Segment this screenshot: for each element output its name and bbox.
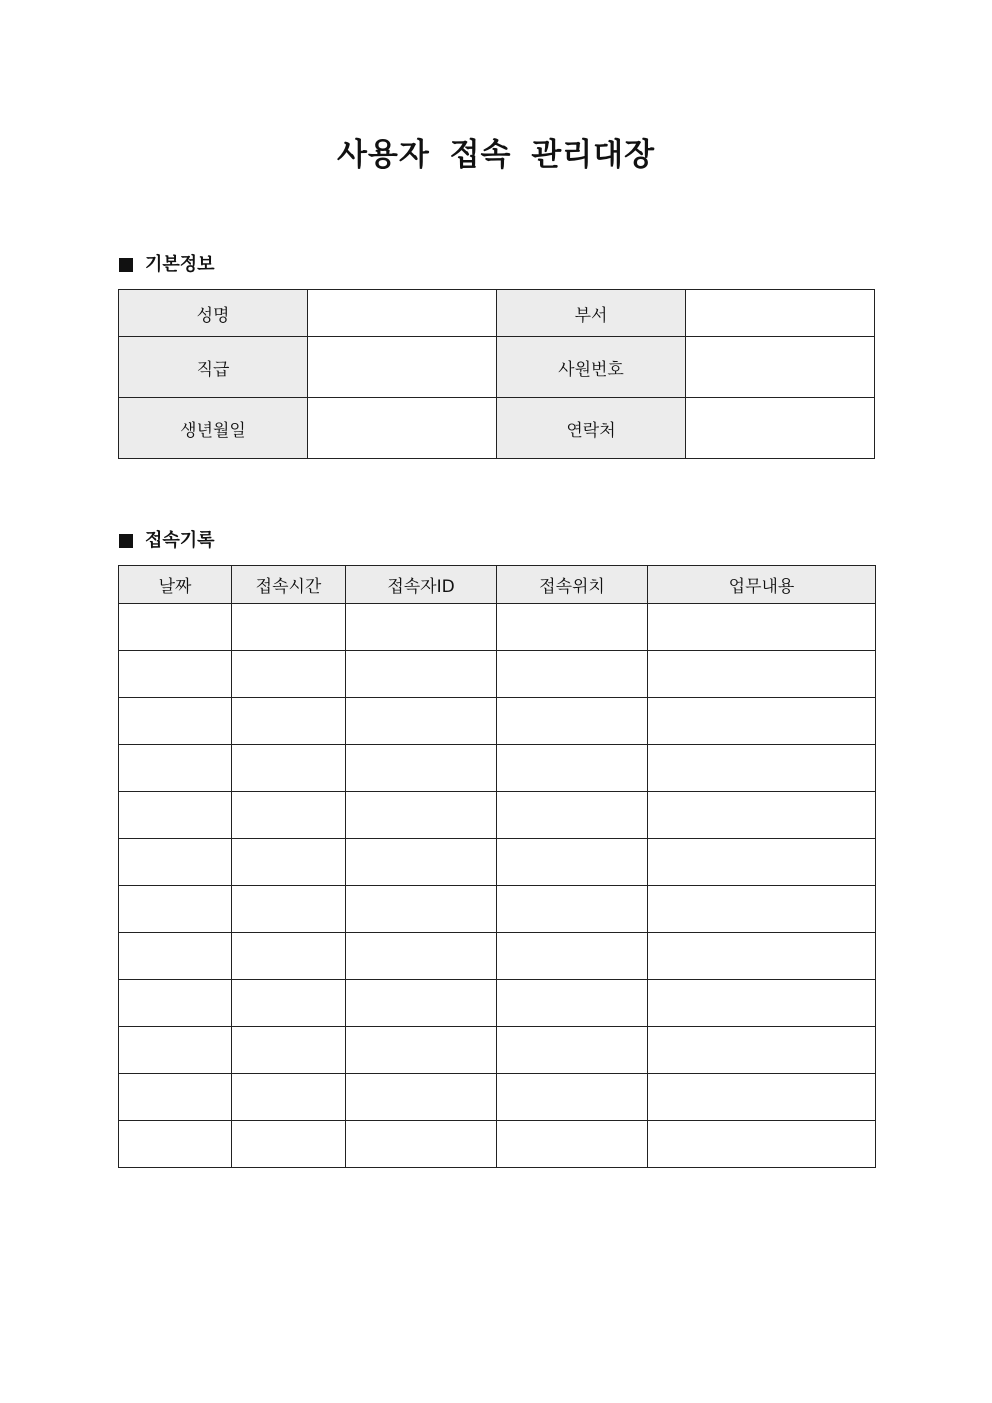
work-content-cell[interactable] (648, 1027, 876, 1074)
user-id-cell[interactable] (346, 792, 497, 839)
user-id-cell[interactable] (346, 745, 497, 792)
table-row (119, 886, 876, 933)
access-time-cell[interactable] (232, 839, 346, 886)
table-row (119, 839, 876, 886)
access-location-cell[interactable] (497, 651, 648, 698)
table-row (119, 792, 876, 839)
access-time-cell[interactable] (232, 651, 346, 698)
table-row (119, 980, 876, 1027)
work-content-cell[interactable] (648, 1121, 876, 1168)
access-time-cell[interactable] (232, 745, 346, 792)
access-location-cell[interactable] (497, 698, 648, 745)
date-cell[interactable] (119, 604, 232, 651)
access-time-cell[interactable] (232, 886, 346, 933)
work-content-cell[interactable] (648, 839, 876, 886)
access-log-table (118, 565, 876, 1168)
user-id-cell[interactable] (346, 604, 497, 651)
square-bullet-icon (119, 534, 133, 548)
column-header-work-content: 업무내용 (648, 566, 876, 604)
table-row (119, 604, 876, 651)
column-header-user-id: 접속자ID (346, 566, 497, 604)
user-id-cell[interactable] (346, 839, 497, 886)
work-content-cell[interactable] (648, 745, 876, 792)
column-header-access-time: 접속시간 (232, 566, 346, 604)
work-content-cell[interactable] (648, 698, 876, 745)
access-location-cell[interactable] (497, 792, 648, 839)
access-time-cell[interactable] (232, 1027, 346, 1074)
user-id-cell[interactable] (346, 1121, 497, 1168)
name-field[interactable] (308, 290, 497, 337)
work-content-cell[interactable] (648, 933, 876, 980)
column-header-date: 날짜 (119, 566, 232, 604)
date-cell[interactable] (119, 1074, 232, 1121)
access-location-cell[interactable] (497, 933, 648, 980)
user-id-cell[interactable] (346, 698, 497, 745)
work-content-cell[interactable] (648, 886, 876, 933)
contact-field[interactable] (686, 398, 875, 459)
department-field[interactable] (686, 290, 875, 337)
user-id-cell[interactable] (346, 651, 497, 698)
date-cell[interactable] (119, 698, 232, 745)
access-location-cell[interactable] (497, 1121, 648, 1168)
user-id-cell[interactable] (346, 933, 497, 980)
name-label: 성명 (119, 290, 308, 337)
access-time-cell[interactable] (232, 933, 346, 980)
work-content-cell[interactable] (648, 604, 876, 651)
info-row-position (119, 337, 875, 398)
page-title: 사용자 접속 관리대장 (336, 137, 656, 173)
access-location-cell[interactable] (497, 839, 648, 886)
access-location-cell[interactable] (497, 745, 648, 792)
basic-info-heading-text: 기본정보 (145, 254, 215, 275)
date-cell[interactable] (119, 745, 232, 792)
user-id-cell[interactable] (346, 1074, 497, 1121)
table-row (119, 1121, 876, 1168)
table-row (119, 933, 876, 980)
work-content-cell[interactable] (648, 980, 876, 1027)
department-label: 부서 (497, 290, 686, 337)
table-row (119, 698, 876, 745)
access-time-cell[interactable] (232, 698, 346, 745)
employee-number-field[interactable] (686, 337, 875, 398)
log-body (119, 604, 876, 1168)
position-field[interactable] (308, 337, 497, 398)
access-location-cell[interactable] (497, 980, 648, 1027)
access-location-cell[interactable] (497, 1027, 648, 1074)
access-log-heading-text: 접속기록 (145, 530, 215, 551)
user-id-cell[interactable] (346, 886, 497, 933)
access-location-cell[interactable] (497, 886, 648, 933)
table-row (119, 1074, 876, 1121)
date-cell[interactable] (119, 980, 232, 1027)
work-content-cell[interactable] (648, 792, 876, 839)
contact-label: 연락처 (497, 398, 686, 459)
info-row-name (119, 290, 875, 337)
table-row (119, 1027, 876, 1074)
position-label: 직급 (119, 337, 308, 398)
square-bullet-icon (119, 258, 133, 272)
employee-number-label: 사원번호 (497, 337, 686, 398)
info-row-birthdate (119, 398, 875, 459)
access-location-cell[interactable] (497, 604, 648, 651)
date-cell[interactable] (119, 1121, 232, 1168)
work-content-cell[interactable] (648, 651, 876, 698)
basic-info-heading (119, 252, 215, 278)
access-time-cell[interactable] (232, 604, 346, 651)
work-content-cell[interactable] (648, 1074, 876, 1121)
date-cell[interactable] (119, 933, 232, 980)
user-id-cell[interactable] (346, 980, 497, 1027)
date-cell[interactable] (119, 886, 232, 933)
access-location-cell[interactable] (497, 1074, 648, 1121)
access-time-cell[interactable] (232, 1074, 346, 1121)
log-header-row (119, 566, 876, 604)
access-log-heading (119, 528, 215, 554)
table-row (119, 651, 876, 698)
date-cell[interactable] (119, 792, 232, 839)
access-time-cell[interactable] (232, 792, 346, 839)
access-time-cell[interactable] (232, 980, 346, 1027)
date-cell[interactable] (119, 1027, 232, 1074)
date-cell[interactable] (119, 651, 232, 698)
birthdate-field[interactable] (308, 398, 497, 459)
access-time-cell[interactable] (232, 1121, 346, 1168)
birthdate-label: 생년월일 (119, 398, 308, 459)
user-id-cell[interactable] (346, 1027, 497, 1074)
basic-info-table (118, 289, 875, 459)
date-cell[interactable] (119, 839, 232, 886)
column-header-access-location: 접속위치 (497, 566, 648, 604)
table-row (119, 745, 876, 792)
